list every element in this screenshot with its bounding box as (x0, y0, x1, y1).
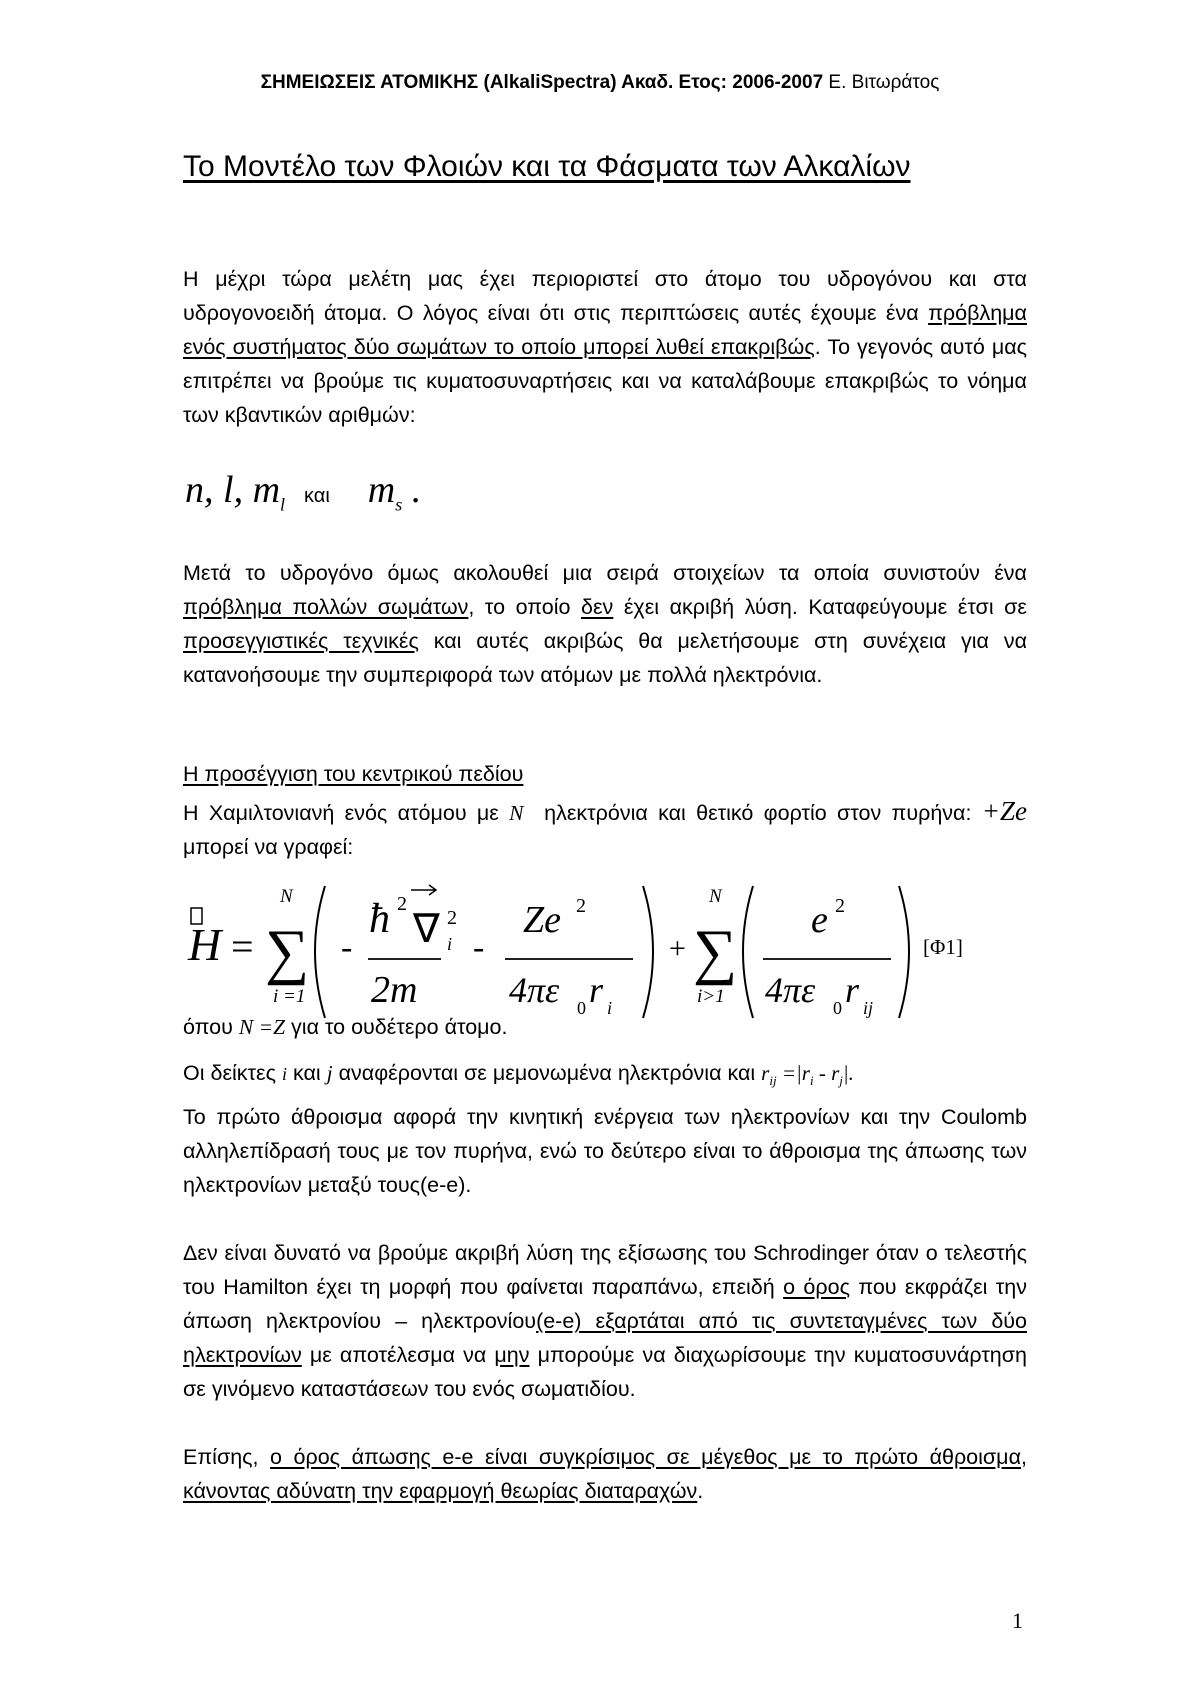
eq-r-sub-i: i (607, 998, 613, 1018)
also-text-a: Επίσης, (183, 1445, 271, 1469)
eq-eps-sub-2: 0 (833, 998, 842, 1018)
schr-not-underline: μην (494, 1343, 530, 1367)
schr-text-d: μπορούμε να διαχωρίσουμε την κυματοσυνάρτηση σε γινόμενο καταστάσεων του ενός σωματιδίου. (183, 1343, 1027, 1401)
also-text-c: . (697, 1479, 704, 1503)
eq-sum2-lower: i>1 (697, 986, 725, 1007)
eq-sum1-lower: i =1 (273, 986, 306, 1007)
perturbation-underline: κάνοντας αδύνατη την εφαρμογή θεωρίας διαταραχών (183, 1479, 698, 1503)
intro-period: . (814, 335, 821, 359)
qn-ml: m (252, 469, 281, 511)
qn-ml-sub: l (280, 494, 286, 515)
schr-dependence-underline: (e-e) εξαρτάται από τις συντεταγμένες των δύο ηλεκτρονίων (183, 1309, 1028, 1367)
hamiltonian-equation (183, 876, 1027, 1026)
eq-minus-2: - (473, 929, 485, 966)
also-text-b: , (1021, 1445, 1027, 1469)
eq-sum1-sigma: ∑ (265, 918, 310, 986)
no-solution-underline: δεν (581, 595, 614, 619)
qn-n: n (185, 469, 204, 511)
many-body-text-b: , το οποίο (468, 595, 581, 619)
intro-paragraph (183, 262, 1027, 432)
index-j: j (326, 1061, 333, 1085)
approx-techniques-underline: προσεγγιστικές τεχνικές (183, 629, 419, 653)
page-title: Το Μοντέλο των Φλοιών και τα Φάσματα των Αλκαλίων (183, 150, 911, 183)
indices-line (183, 1056, 1027, 1098)
where-text-a: όπου (183, 1015, 239, 1039)
header-author: Ε. Βιτωράτος (823, 72, 940, 93)
eq-Ze: Ze (523, 899, 561, 941)
page-number: 1 (1012, 1608, 1023, 1633)
eq-4pie0: 4πε (509, 970, 560, 1010)
ham-text-b: ηλεκτρόνια και θετικό φορτίο στον πυρήνα: (533, 801, 982, 825)
ham-charge: +Ze (981, 796, 1027, 826)
rij-definition: $r_{ij} =|r_i - r_j|$. (761, 1061, 854, 1089)
sums-paragraph: Το πρώτο άθροισμα αφορά την κινητική ενέργεια των ηλεκτρονίων και την Coulomb αλληλεπίδρασή τους με τον πυρήνα, ενώ το δεύτερο είναι το άθροισμα της άπωσης των ηλεκτρονίων μεταξύ τους(e-e). (183, 1105, 1027, 1197)
quantum-numbers: n, l, $m_l$ και $m_s$ . (185, 469, 422, 515)
indices-text-b: και (286, 1061, 327, 1085)
where-eq: N =Z (238, 1015, 286, 1039)
eq-paren-left-2 (743, 886, 753, 1018)
indices-text-c: αναφέρονται σε μεμονωμένα ηλεκτρόνια και (332, 1061, 762, 1085)
header-course: ΣΗΜΕΙΩΣΕΙΣ ΑΤΟΜΙΚΗΣ (AlkaliSpectra) Ακαδ. Ετος: 2006-2007 (260, 72, 824, 93)
eq-sum1-upper: N (280, 886, 293, 907)
perturbation-paragraph (183, 1440, 1027, 1508)
eq-paren-right-1 (643, 886, 653, 1018)
index-i: i (281, 1064, 287, 1084)
eq-paren-left-1 (315, 886, 325, 1018)
many-body-text-d: και αυτές ακριβώς θα μελετήσουμε στη συνέχεια για να κατανοήσουμε την συμπεριφορά των ατόμων με πολλά ηλεκτρόνια. (183, 629, 1027, 687)
schr-term-underline: ο όρος (783, 1275, 850, 1299)
eq-H: H (188, 919, 222, 970)
eq-eps-sub: 0 (577, 998, 586, 1018)
eq-nabla: ∇ (413, 906, 440, 951)
many-body-text-a: Μετά το υδρογόνο όμως ακολουθεί μια σειρά στοιχείων τα οποία συνιστούν ένα (183, 561, 1027, 585)
intro-text-1: Η μέχρι τώρα μελέτη μας έχει περιοριστεί στο άτομο του υδρογόνου και στα υδρογονοειδή άτομα. Ο λόγος είναι ότι στις περιπτώσεις αυτές έχουμε ένα (183, 267, 1027, 325)
ham-N: N (509, 801, 524, 825)
eq-hbar-exp: 2 (397, 893, 407, 915)
many-body-text-c: έχει ακριβή λύση. Καταφεύγουμε έτσι σε (613, 595, 1028, 619)
eq-nabla-sub: i (447, 934, 453, 954)
eq-plus: + (669, 932, 686, 965)
qn-ms: m (367, 469, 396, 511)
hamiltonian-intro (183, 794, 1027, 864)
intro-text-2: Το γεγονός αυτό μας επιτρέπει να βρούμε τις κυματοσυναρτήσεις και να καταλάβουμε επακριβώς το νόημα των κβαντικών αριθμών: (183, 335, 1027, 427)
qn-and: και (304, 485, 330, 507)
comparable-size-underline: ο όρος άπωσης e-e είναι συγκρίσιμος σε μέγεθος με το πρώτο άθροισμα (270, 1445, 1022, 1469)
schr-text-b: που εκφράζει την άπωση ηλεκτρονίου – ηλεκτρονίου (183, 1275, 1028, 1333)
many-body-paragraph (183, 556, 1027, 692)
eq-equals-sign: = (231, 924, 254, 969)
eq-r2-sub-ij: ij (863, 998, 874, 1018)
eq-nabla-exp: 2 (447, 907, 457, 929)
schr-text-a: Δεν είναι δυνατό να βρούμε ακριβή λύση της εξίσωσης του Schrodinger όταν ο τελεστής του Hamilton έχει τη μορφή που φαίνεται παραπάνω, επειδή (183, 1241, 1027, 1299)
eq-4pie0-2: 4πε (765, 970, 816, 1010)
indices-text-a: Οι δείκτες (183, 1061, 282, 1085)
two-body-problem-underline: πρόβλημα ενός συστήματος δύο σωμάτων το οποίο μπορεί λυθεί επακριβώς (183, 301, 1027, 359)
where-text-b: για το ουδέτερο άτομο. (285, 1015, 508, 1039)
eq-e-exp: 2 (835, 895, 845, 917)
qn-l: l (223, 469, 234, 511)
eq-Ze-exp: 2 (576, 895, 586, 917)
eq-hbar: ħ (369, 896, 390, 942)
eq-sum2-sigma: ∑ (693, 918, 738, 986)
eq-r: r (589, 970, 604, 1010)
eq-minus-1: - (341, 929, 353, 966)
neutral-atom-line (183, 1010, 1027, 1044)
eq-label: [Φ1] (923, 935, 963, 959)
eq-vector-arrow (411, 885, 436, 895)
many-body-underline: πρόβλημα πολλών σωμάτων (183, 595, 469, 619)
eq-2m: 2m (371, 969, 418, 1011)
schr-text-c: με αποτέλεσμα να (301, 1343, 495, 1367)
eq-r2: r (845, 970, 860, 1010)
ham-text-c: μπορεί να γραφεί: (183, 835, 354, 859)
qn-ms-sub: s (395, 494, 403, 515)
eq-e: e (811, 899, 828, 941)
eq-sum2-upper: N (709, 886, 722, 907)
schrodinger-paragraph (183, 1236, 1027, 1406)
running-header (0, 72, 1200, 94)
ham-text-a: Η Χαμιλτονιανή ενός ατόμου με (183, 801, 510, 825)
eq-paren-right-2 (899, 886, 909, 1018)
section-heading-text: Η προσέγγιση του κεντρικού πεδίου (183, 762, 524, 786)
section-heading (183, 762, 553, 787)
